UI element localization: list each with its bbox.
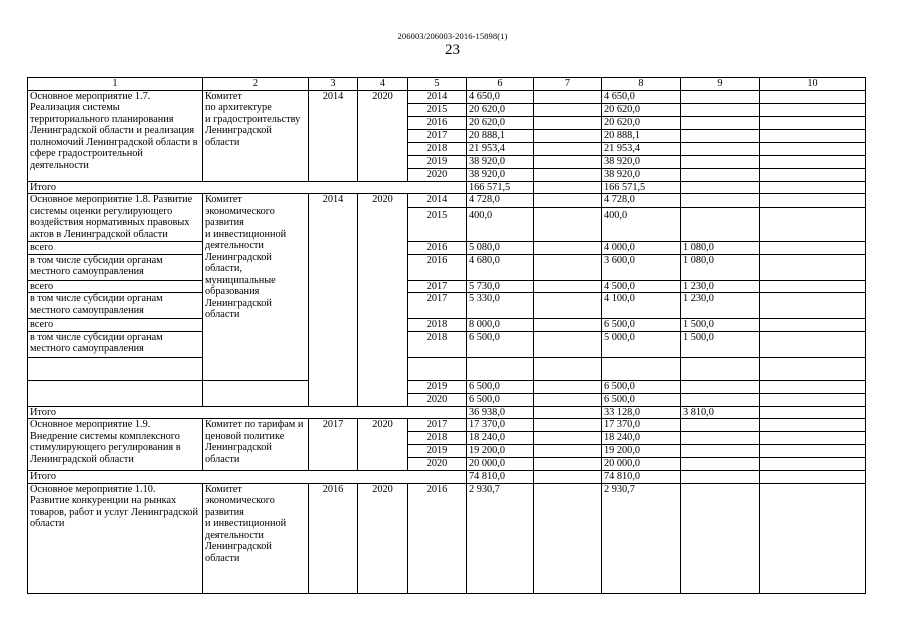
amount-total: 5 330,0 [467, 293, 534, 319]
year-cell: 2017 [408, 280, 467, 293]
amount-cell [760, 419, 866, 432]
end-year: 2020 [358, 483, 408, 593]
amount-cell [760, 90, 866, 103]
year-cell [467, 357, 534, 380]
row-label: всего [28, 242, 203, 255]
amount-cell [534, 129, 602, 142]
table-row [28, 393, 866, 406]
year-cell: 2016 [408, 242, 467, 255]
amount-value: 400,0 [467, 207, 534, 222]
end-year: 2020 [358, 194, 408, 407]
amount-total: 166 571,5 [467, 181, 534, 194]
end-year: 2020 [358, 419, 408, 471]
amount-cell [602, 357, 681, 380]
start-year: 2016 [309, 483, 358, 593]
amount-cell [760, 103, 866, 116]
row-label: в том числе субсидии органам местного самоуправления [28, 293, 203, 319]
year-cell: 2020 [408, 168, 467, 181]
amount-cell: 19 200,0 [602, 445, 681, 458]
row-label: в том числе субсидии органам местного самоуправления [28, 254, 203, 280]
activity-title: Основное мероприятие 1.9. Внедрение системы комплексного стимулирующего регулирования в Ленинградской области [28, 419, 203, 471]
amount-cell [681, 103, 760, 116]
page-number: 23 [445, 42, 460, 58]
empty-cell [28, 393, 203, 406]
amount-cell [534, 242, 602, 255]
amount-cell: 1 230,0 [681, 293, 760, 319]
amount-cell [760, 393, 866, 406]
amount-cell [681, 380, 760, 393]
total-label: Итого [28, 406, 467, 419]
amount-total: 4 680,0 [467, 254, 534, 280]
amount-cell [760, 293, 866, 319]
table-row [28, 483, 866, 593]
year-cell: 2014 [408, 90, 467, 103]
responsible-executor: Комитет по архитектуре и градостроительству Ленинградской области [203, 90, 309, 181]
table-header-row [28, 78, 866, 91]
amount-cell [681, 357, 760, 380]
amount-cell [534, 181, 602, 194]
year-cell: 2016 [408, 483, 467, 593]
amount-cell [534, 155, 602, 168]
amount-cell [681, 90, 760, 103]
amount-total: 5 730,0 [467, 280, 534, 293]
year-cell: 2019 [408, 445, 467, 458]
column-header: 2 [203, 78, 309, 91]
amount-cell [760, 445, 866, 458]
amount-total: 20 888,1 [467, 129, 534, 142]
year-cell: 2018 [408, 331, 467, 357]
amount-cell: 20 888,1 [602, 129, 681, 142]
amount-cell: 3 810,0 [681, 406, 760, 419]
year-cell: 2018 [408, 319, 467, 332]
amount-cell [760, 471, 866, 484]
amount-cell: 1 080,0 [681, 242, 760, 255]
amount-cell: 20 000,0 [602, 458, 681, 471]
start-year: 2014 [309, 194, 358, 407]
empty-cell [203, 393, 309, 406]
year-cell [408, 194, 467, 242]
empty-cell [28, 380, 203, 393]
amount-total: 38 920,0 [467, 168, 534, 181]
amount-cell: 1 500,0 [681, 331, 760, 357]
amount-cell [681, 168, 760, 181]
year-cell: 2019 [408, 155, 467, 168]
amount-value: 4 728,0 [604, 194, 635, 205]
amount-cell [681, 194, 760, 242]
amount-cell: 74 810,0 [602, 471, 681, 484]
amount-total: 6 500,0 [467, 393, 534, 406]
amount-cell [534, 103, 602, 116]
amount-total: 38 920,0 [467, 155, 534, 168]
amount-cell [534, 393, 602, 406]
table-row [28, 357, 866, 380]
amount-total: 74 810,0 [467, 471, 534, 484]
row-label: всего [28, 319, 203, 332]
amount-cell [760, 129, 866, 142]
column-header: 10 [760, 78, 866, 91]
responsible-executor: Комитет экономического развития и инвестиционной деятельности Ленинградской области, муниципальные образования Ленинградской области [203, 194, 309, 381]
amount-cell [681, 419, 760, 432]
amount-total [534, 357, 602, 380]
year-cell: 2017 [408, 129, 467, 142]
table-row [28, 280, 866, 293]
amount-cell [681, 181, 760, 194]
amount-cell [760, 406, 866, 419]
year-cell: 2020 [408, 458, 467, 471]
amount-cell [534, 432, 602, 445]
amount-total: 20 620,0 [467, 116, 534, 129]
amount-total: 17 370,0 [467, 419, 534, 432]
activity-title: Основное мероприятие 1.7. Реализация системы территориального планирования Ленинградской области и реализация полномочий Ленинградской области в сфере градостроительной деятельности [28, 90, 203, 181]
table-row [28, 380, 866, 393]
amount-cell [760, 116, 866, 129]
empty-cell [28, 357, 203, 380]
amount-cell [681, 432, 760, 445]
amount-cell: 38 920,0 [602, 155, 681, 168]
amount-cell [681, 393, 760, 406]
amount-cell: 21 953,4 [602, 142, 681, 155]
year-cell: 2019 [408, 380, 467, 393]
amount-cell: 38 920,0 [602, 168, 681, 181]
amount-cell [534, 254, 602, 280]
amount-cell: 6 500,0 [602, 393, 681, 406]
amount-cell: 6 500,0 [602, 319, 681, 332]
start-year: 2014 [309, 90, 358, 181]
table-row [28, 90, 866, 103]
table-row [28, 331, 866, 357]
program-table [27, 77, 866, 594]
amount-cell [681, 116, 760, 129]
amount-total: 20 620,0 [467, 103, 534, 116]
year-cell: 2015 [408, 103, 467, 116]
amount-cell: 2 930,7 [602, 483, 681, 593]
document-id: 206003/206003-2016-15898(1) [397, 31, 508, 41]
year-cell: 2020 [408, 393, 467, 406]
responsible-executor: Комитет экономического развития и инвестиционной деятельности Ленинградской области [203, 483, 309, 593]
year-cell: 2017 [408, 293, 467, 319]
column-header: 1 [28, 78, 203, 91]
table-row [28, 242, 866, 255]
amount-cell [534, 194, 602, 242]
total-row [28, 181, 866, 194]
amount-cell [760, 194, 866, 242]
amount-total: 4 650,0 [467, 90, 534, 103]
table-row [28, 293, 866, 319]
amount-total: 5 080,0 [467, 242, 534, 255]
total-label: Итого [28, 471, 467, 484]
row-label: всего [28, 280, 203, 293]
column-header: 7 [534, 78, 602, 91]
amount-cell [681, 445, 760, 458]
amount-cell [534, 471, 602, 484]
amount-total: 6 500,0 [467, 380, 534, 393]
total-row [28, 471, 866, 484]
responsible-executor: Комитет по тарифам и ценовой политике Ленинградской области [203, 419, 309, 471]
amount-cell [760, 254, 866, 280]
empty-cell [408, 357, 467, 380]
column-header: 3 [309, 78, 358, 91]
column-header: 6 [467, 78, 534, 91]
row-label: в том числе субсидии органам местного самоуправления [28, 331, 203, 357]
amount-cell [760, 168, 866, 181]
amount-cell: 17 370,0 [602, 419, 681, 432]
amount-cell [534, 142, 602, 155]
amount-cell [760, 280, 866, 293]
amount-total: 6 500,0 [467, 331, 534, 357]
amount-cell [534, 116, 602, 129]
total-label: Итого [28, 181, 467, 194]
amount-cell [760, 242, 866, 255]
year-value: 2015 [408, 207, 466, 222]
amount-cell: 33 128,0 [602, 406, 681, 419]
amount-cell [681, 471, 760, 484]
amount-cell [760, 181, 866, 194]
amount-cell [534, 280, 602, 293]
amount-cell [681, 142, 760, 155]
amount-cell: 5 000,0 [602, 331, 681, 357]
amount-cell: 3 600,0 [602, 254, 681, 280]
amount-cell [534, 168, 602, 181]
activity-title: Основное мероприятие 1.8. Развитие системы оценки регулирующего воздействия нормативных правовых актов в Ленинградской области [28, 194, 203, 242]
amount-cell [681, 483, 760, 593]
column-header: 8 [602, 78, 681, 91]
table-row [28, 419, 866, 432]
amount-cell: 4 100,0 [602, 293, 681, 319]
amount-cell [602, 194, 681, 242]
amount-total: 18 240,0 [467, 432, 534, 445]
amount-cell [760, 357, 866, 380]
year-cell: 2016 [408, 116, 467, 129]
amount-cell [760, 319, 866, 332]
amount-cell [534, 380, 602, 393]
amount-cell [681, 155, 760, 168]
start-year: 2017 [309, 419, 358, 471]
amount-cell: 1 080,0 [681, 254, 760, 280]
amount-cell [760, 142, 866, 155]
amount-cell: 20 620,0 [602, 103, 681, 116]
total-row [28, 406, 866, 419]
amount-cell [534, 445, 602, 458]
amount-total: 2 930,7 [467, 483, 534, 593]
amount-cell [534, 90, 602, 103]
activity-title: Основное мероприятие 1.10. Развитие конкуренции на рынках товаров, работ и услуг Ленинградской области [28, 483, 203, 593]
year-cell: 2018 [408, 142, 467, 155]
year-cell: 2018 [408, 432, 467, 445]
amount-total: 19 200,0 [467, 445, 534, 458]
amount-cell: 18 240,0 [602, 432, 681, 445]
year-cell: 2017 [408, 419, 467, 432]
amount-cell [534, 483, 602, 593]
amount-cell: 4 650,0 [602, 90, 681, 103]
amount-cell [760, 331, 866, 357]
amount-cell [760, 155, 866, 168]
amount-value: 4 728,0 [469, 194, 500, 205]
table-row [28, 254, 866, 280]
amount-total: 36 938,0 [467, 406, 534, 419]
amount-cell [681, 129, 760, 142]
column-header: 5 [408, 78, 467, 91]
table-row [28, 194, 866, 242]
amount-total: 20 000,0 [467, 458, 534, 471]
amount-cell: 1 230,0 [681, 280, 760, 293]
amount-cell: 166 571,5 [602, 181, 681, 194]
amount-cell [534, 458, 602, 471]
amount-cell: 1 500,0 [681, 319, 760, 332]
amount-cell: 6 500,0 [602, 380, 681, 393]
table-row [28, 319, 866, 332]
amount-cell [760, 380, 866, 393]
amount-total: 21 953,4 [467, 142, 534, 155]
amount-total [467, 194, 534, 242]
empty-cell [203, 380, 309, 393]
column-header: 4 [358, 78, 408, 91]
end-year: 2020 [358, 90, 408, 181]
amount-cell [534, 293, 602, 319]
year-cell: 2016 [408, 254, 467, 280]
amount-cell [534, 419, 602, 432]
amount-cell: 4 000,0 [602, 242, 681, 255]
amount-cell: 4 500,0 [602, 280, 681, 293]
amount-total: 8 000,0 [467, 319, 534, 332]
amount-cell: 20 620,0 [602, 116, 681, 129]
amount-cell [534, 331, 602, 357]
amount-cell [760, 483, 866, 593]
amount-cell [534, 319, 602, 332]
amount-cell [760, 458, 866, 471]
amount-cell [534, 406, 602, 419]
amount-cell [681, 458, 760, 471]
year-value: 2014 [426, 194, 448, 205]
column-header: 9 [681, 78, 760, 91]
amount-value: 400,0 [602, 207, 681, 222]
amount-cell [760, 432, 866, 445]
